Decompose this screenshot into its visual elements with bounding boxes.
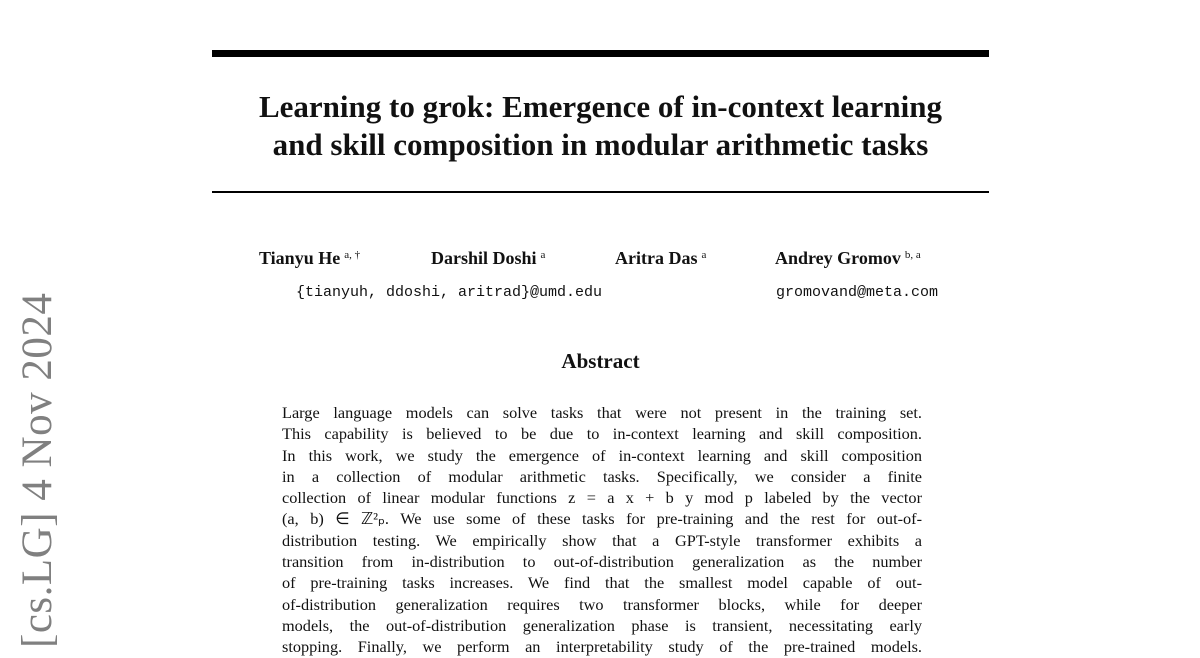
abstract-line: in a collection of modular arithmetic tasks. Specifically, we consider a finite bbox=[282, 466, 922, 486]
abstract-heading: Abstract bbox=[561, 349, 640, 373]
title-line-2: and skill composition in modular arithmetic tasks bbox=[272, 127, 929, 162]
author-name: Andrey Gromov bbox=[775, 248, 901, 268]
email-umd: {tianyuh, ddoshi, aritrad}@umd.edu bbox=[296, 284, 603, 301]
abstract-line: In this work, we study the emergence of in-context learning and skill composition bbox=[282, 445, 922, 465]
author-name: Darshil Doshi bbox=[431, 248, 537, 268]
abstract-line: of pre-training tasks increases. We find that the smallest model capable of out- bbox=[282, 573, 922, 593]
paper-title bbox=[212, 88, 989, 164]
author-4 bbox=[775, 248, 921, 269]
author-affiliation: a, † bbox=[344, 249, 361, 261]
abstract-line: (a, b) ∈ ℤ²ₚ. We use some of these tasks for pre-training and the rest for out-of- bbox=[282, 509, 922, 529]
author-affiliation: a bbox=[540, 249, 546, 261]
abstract-body bbox=[282, 402, 922, 658]
abstract-line: of-distribution generalization requires two transformer blocks, while for deeper bbox=[282, 594, 922, 614]
abstract-line: transition from in-distribution to out-of-distribution generalization as the number bbox=[282, 552, 922, 572]
title-bottom-rule bbox=[212, 191, 989, 193]
arxiv-side-stamp: [cs.LG] 4 Nov 2024 bbox=[14, 292, 61, 648]
author-affiliation: b, a bbox=[904, 249, 921, 261]
abstract-line: collection of linear modular functions z = a x + b y mod p labeled by the vector bbox=[282, 488, 922, 508]
title-line-1: Learning to grok: Emergence of in-context learning bbox=[258, 89, 943, 124]
abstract-line: This capability is believed to be due to in-context learning and skill composition. bbox=[282, 424, 922, 444]
abstract-line: Large language models can solve tasks that were not present in the training set. bbox=[282, 403, 922, 422]
abstract-line: distribution testing. We empirically show that a GPT-style transformer exhibits a bbox=[282, 530, 922, 550]
author-3 bbox=[615, 248, 706, 269]
author-affiliation: a bbox=[701, 249, 707, 261]
author-name: Tianyu He bbox=[259, 248, 341, 268]
abstract-line: models, the out-of-distribution generalization phase is transient, necessitating early bbox=[282, 615, 922, 635]
author-2 bbox=[431, 248, 545, 269]
title-top-rule bbox=[212, 50, 989, 57]
abstract-line: stopping. Finally, we perform an interpretability study of the pre-trained models. bbox=[282, 637, 922, 657]
email-meta: gromovand@meta.com bbox=[776, 284, 939, 301]
author-name: Aritra Das bbox=[615, 248, 698, 268]
author-1 bbox=[259, 248, 360, 269]
